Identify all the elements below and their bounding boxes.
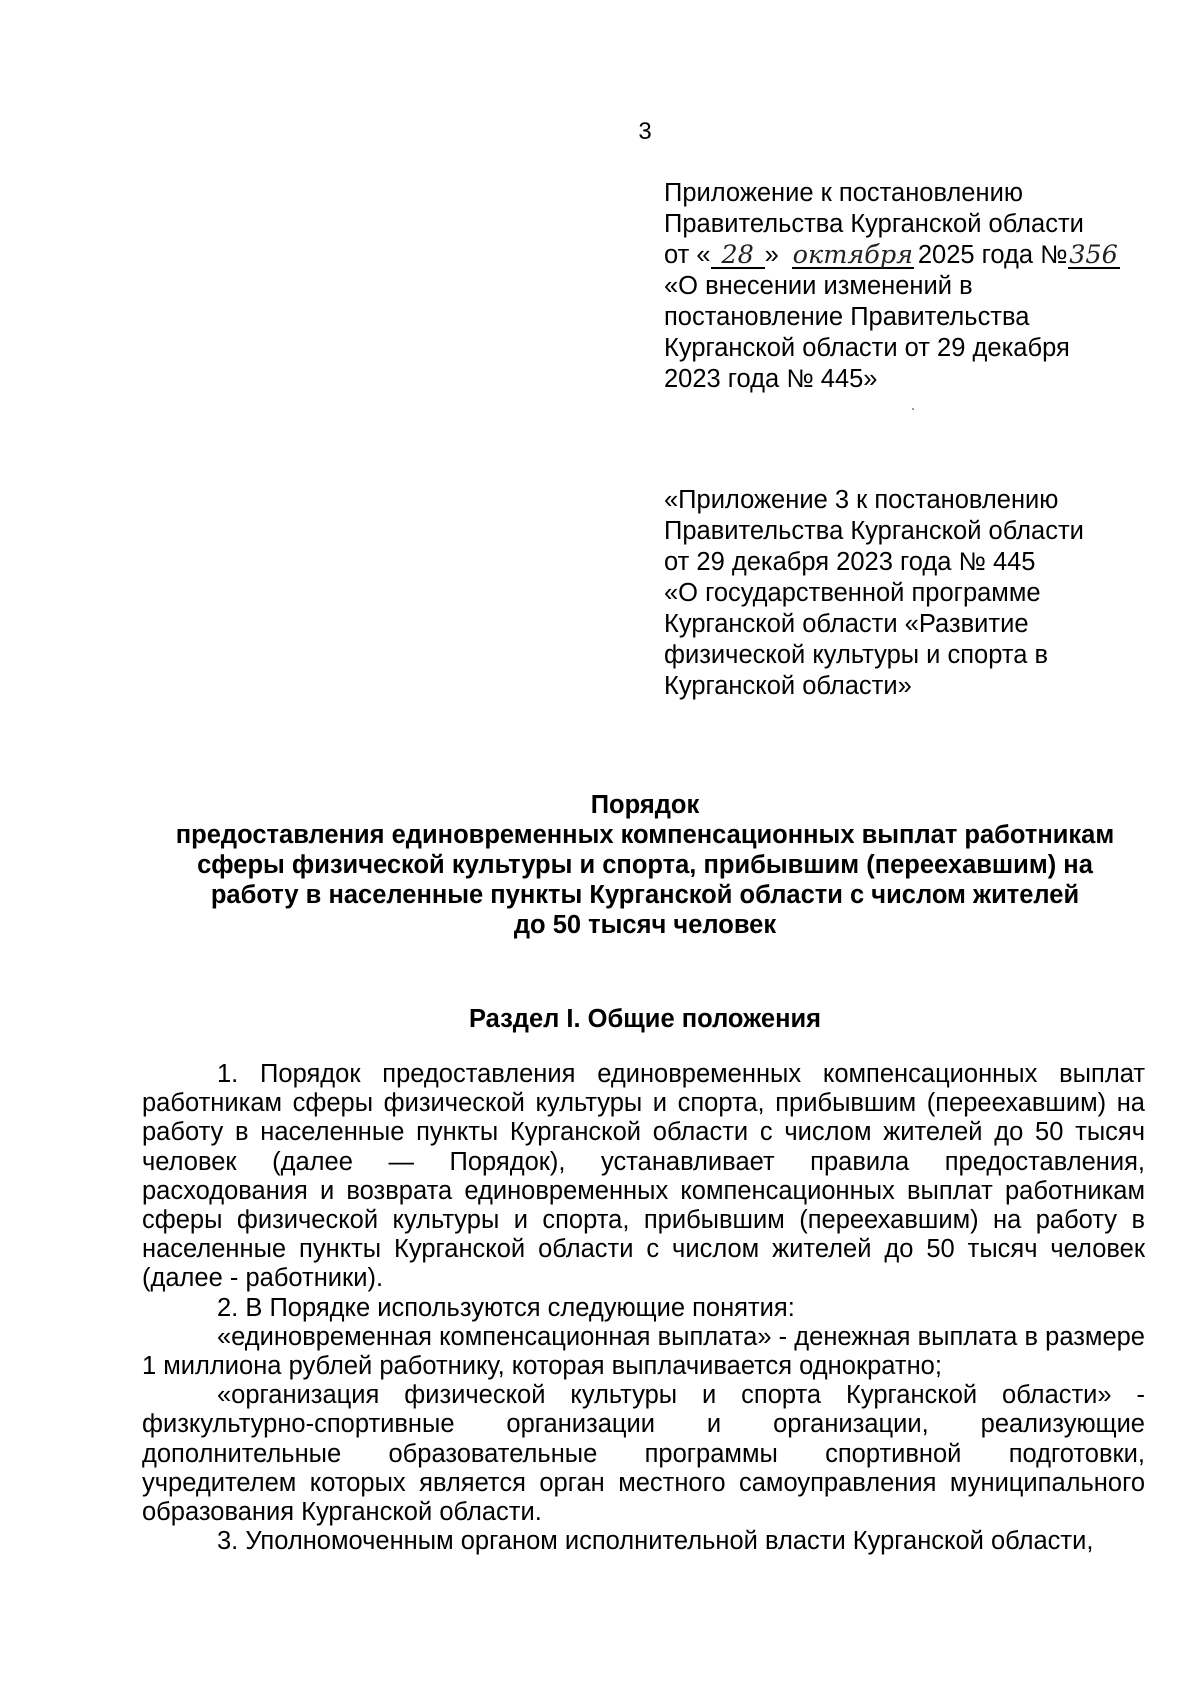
handwritten-month: октября [792,240,914,270]
paragraph: «организация физической культуры и спорта Курганской области» - физкультурно-спортивные организации и организации, реализующие дополнительные образовательные программы спортивной подготовки, учредителем которых является орган местного самоуправления муниципального образования Курганской области. [142,1381,1145,1527]
appendix-line: Правительства Курганской области [664,517,1084,545]
paragraph: 3. Уполномоченным органом исполнительной власти Курганской области, [217,1527,1094,1556]
title-line: сферы физической культуры и спорта, прибывшим (переехавшим) на [197,851,1093,879]
date-mid: » [764,241,779,269]
appendix-line: Курганской области» [664,672,912,700]
appendix-line: от 29 декабря 2023 года № 445 [664,548,1036,576]
handwritten-number: 356 [1069,240,1118,270]
appendix-block [664,485,1164,702]
title-line: до 50 тысяч человек [513,911,777,939]
approval-line: Курганской области от 29 декабря [664,334,1070,362]
appendix-line: «Приложение 3 к постановлению [664,486,1059,514]
page-number: 3 [638,118,652,145]
paragraph: 2. В Порядке используются следующие понятия: [217,1293,795,1322]
body-text [142,1060,1145,1556]
approval-line: «О внесении изменений в [664,272,973,300]
appendix-line: «О государственной программе [664,579,1041,607]
paragraph: 1. Порядок предоставления единовременных компенсационных выплат работникам сферы физической культуры и спорта, прибывшим (переехавшим) на работу в населенные пункты Курганской области с числом жителей до 50 тысяч человек (далее — Порядок), устанавливает правила предоставления, расходования и возврата единовременных компенсационных выплат работникам сферы физической культуры и спорта, прибывшим (переехавшим) на работу в населенные пункты Курганской области с числом жителей до 50 тысяч человек (далее - работники). [142,1060,1145,1293]
approval-block [664,178,1164,395]
approval-line: Правительства Курганской области [664,210,1084,238]
approval-line: Приложение к постановлению [664,179,1023,207]
title-line: работу в населенные пункты Курганской области с числом жителей [210,881,1080,909]
approval-line: постановление Правительства [664,303,1030,331]
document-title [130,790,1160,940]
appendix-line: физической культуры и спорта в [664,641,1049,669]
scan-speck [912,408,914,410]
appendix-line: Курганской области «Развитие [664,610,1029,638]
approval-date-line [664,240,1164,271]
approval-line: 2023 года № 445» [664,365,878,393]
section-heading: Раздел I. Общие положения [468,1005,822,1033]
title-line: предоставления единовременных компенсационных выплат работникам [175,821,1115,849]
handwritten-day: 28 [711,243,765,269]
date-prefix: от « [664,241,711,269]
date-year: 2025 года № [917,241,1068,269]
paragraph: «единовременная компенсационная выплата» - денежная выплата в размере 1 миллиона рублей работнику, которая выплачивается однократно; [142,1322,1145,1381]
title-line: Порядок [590,791,700,819]
